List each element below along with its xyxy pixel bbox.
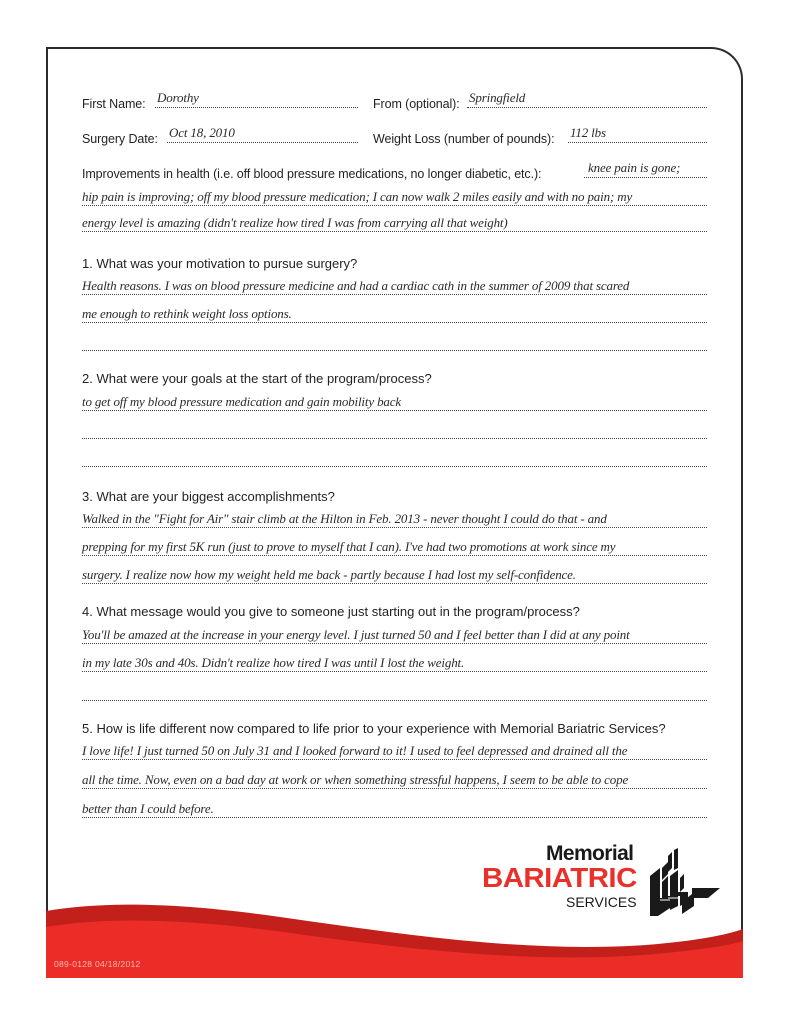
logo-bariatric-text: BARIATRIC [482, 862, 637, 893]
improvements-dotted-2 [82, 205, 707, 206]
question-4-answer-line-1[interactable]: You'll be amazed at the increase in your energy level. I just turned 50 and I feel better than I did at any point [82, 627, 630, 642]
question-3-dotted-1 [82, 527, 707, 528]
weight-loss-value[interactable]: 112 lbs [570, 125, 606, 140]
question-2-dotted-3 [82, 466, 707, 467]
surgery-date-label: Surgery Date: [82, 132, 158, 146]
improvements-dotted-3 [82, 231, 707, 232]
surgery-date-line [167, 142, 358, 143]
logo-services-text: SERVICES [566, 894, 637, 910]
question-4-dotted-3 [82, 700, 707, 701]
improvements-line-1[interactable]: knee pain is gone; [588, 160, 681, 175]
footer-wave [46, 895, 743, 978]
question-5-label: 5. How is life different now compared to life prior to your experience with Memorial Bariatric Services? [82, 721, 666, 736]
improvements-line-3[interactable]: energy level is amazing (didn't realize how tired I was from carrying all that weight) [82, 215, 508, 230]
logo-memorial-text: Memorial [546, 842, 634, 865]
improvements-label: Improvements in health (i.e. off blood pressure medications, no longer diabetic, etc.): [82, 167, 542, 181]
question-5-answer-line-3[interactable]: better than I could before. [82, 801, 214, 816]
improvements-dotted-1 [584, 177, 707, 178]
question-2-dotted-1 [82, 410, 707, 411]
surgery-date-value[interactable]: Oct 18, 2010 [169, 125, 235, 140]
question-5-dotted-3 [82, 817, 707, 818]
question-5-answer-line-2[interactable]: all the time. Now, even on a bad day at work or when something stressful happens, I seem to be able to cope [82, 772, 629, 787]
question-4-dotted-2 [82, 671, 707, 672]
question-3-answer-line-1[interactable]: Walked in the "Fight for Air" stair climb at the Hilton in Feb. 2013 - never thought I could do that - and [82, 511, 607, 526]
weight-loss-line [568, 142, 707, 143]
from-label: From (optional): [373, 97, 460, 111]
question-3-label: 3. What are your biggest accomplishments? [82, 489, 335, 504]
form-code: 089-0128 04/18/2012 [54, 959, 141, 969]
question-1-label: 1. What was your motivation to pursue surgery? [82, 256, 358, 271]
weight-loss-label: Weight Loss (number of pounds): [373, 132, 555, 146]
question-3-answer-line-3[interactable]: surgery. I realize now how my weight held me back - partly because I had lost my self-confidence. [82, 567, 576, 582]
from-line [467, 107, 707, 108]
question-5-answer-line-1[interactable]: I love life! I just turned 50 on July 31 and I looked forward to it! I used to feel depressed and drained all the [82, 743, 628, 758]
improvements-line-2[interactable]: hip pain is improving; off my blood pressure medication; I can now walk 2 miles easily and with no pain; my [82, 189, 633, 204]
first-name-line [155, 107, 358, 108]
question-4-answer-line-2[interactable]: in my late 30s and 40s. Didn't realize how tired I was until I lost the weight. [82, 655, 465, 670]
question-3-answer-line-2[interactable]: prepping for my first 5K run (just to prove to myself that I can). I've had two promotions at work since my [82, 539, 616, 554]
from-value[interactable]: Springfield [469, 90, 526, 105]
question-1-dotted-3 [82, 350, 707, 351]
question-3-dotted-2 [82, 555, 707, 556]
first-name-label: First Name: [82, 97, 146, 111]
question-2-answer-line-1[interactable]: to get off my blood pressure medication and gain mobility back [82, 394, 402, 409]
first-name-value[interactable]: Dorothy [157, 90, 199, 105]
question-2-dotted-2 [82, 438, 707, 439]
question-2-label: 2. What were your goals at the start of the program/process? [82, 371, 432, 386]
question-1-answer-line-1[interactable]: Health reasons. I was on blood pressure medicine and had a cardiac cath in the summer of 2009 that scared [82, 278, 630, 293]
question-4-label: 4. What message would you give to someone just starting out in the program/process? [82, 604, 580, 619]
question-1-dotted-2 [82, 322, 707, 323]
question-1-answer-line-2[interactable]: me enough to rethink weight loss options. [82, 306, 292, 321]
question-5-dotted-2 [82, 788, 707, 789]
question-5-dotted-1 [82, 759, 707, 760]
question-3-dotted-3 [82, 583, 707, 584]
question-1-dotted-1 [82, 294, 707, 295]
question-4-dotted-1 [82, 643, 707, 644]
